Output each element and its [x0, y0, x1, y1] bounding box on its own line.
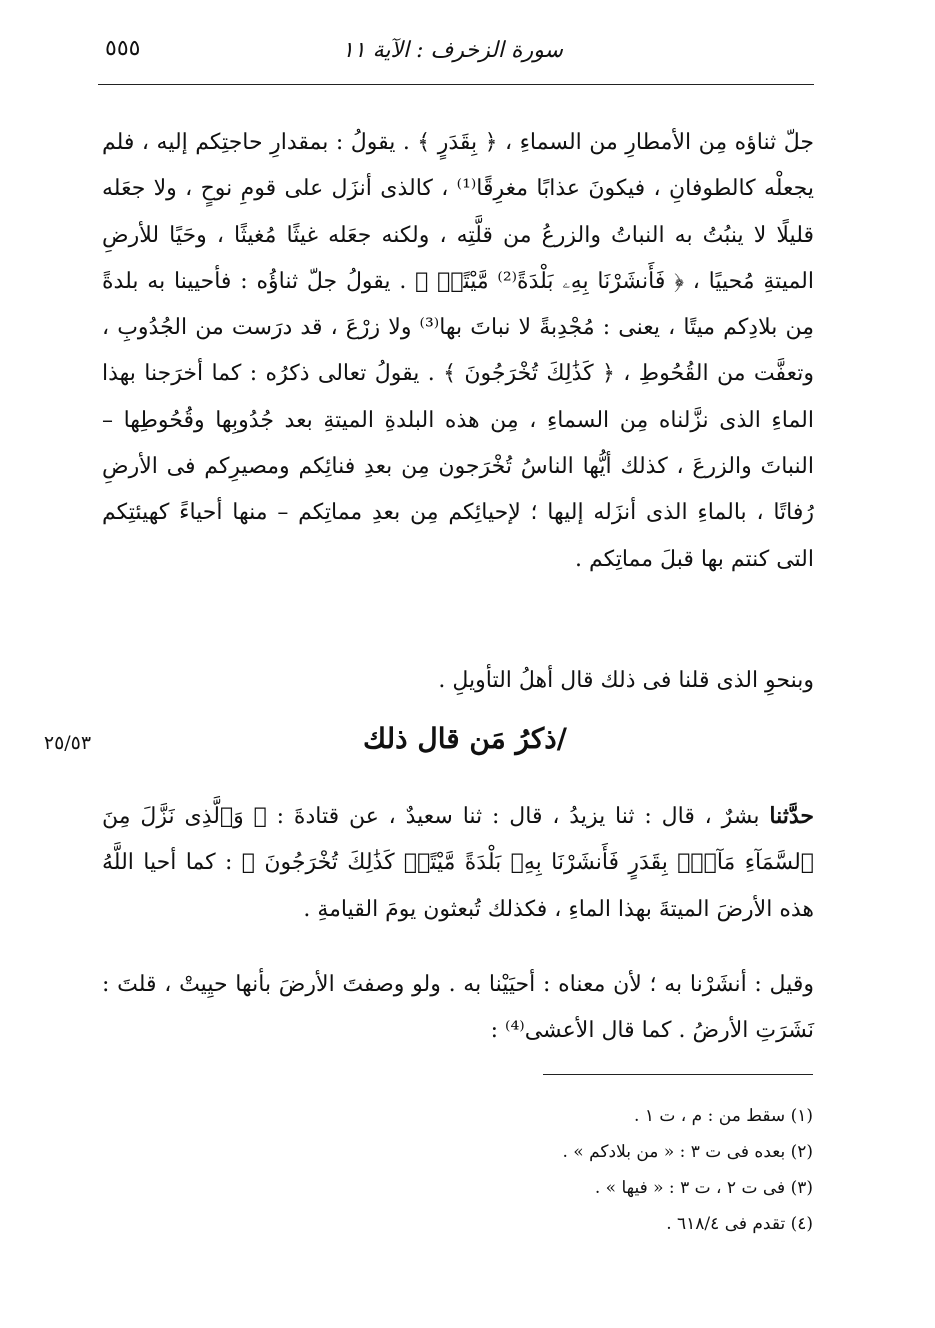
running-title: سورة الزخرف : الآية ١١	[341, 38, 563, 63]
footnote-4: (٤) تقدم فى ٦١٨/٤ .	[666, 1214, 813, 1234]
paragraph-interpreters-note: وبنحوِ الذى قلنا فى ذلك قال أهلُ التأويلِ .	[438, 668, 814, 693]
narration-lead-word: حدَّثنا	[769, 803, 815, 829]
page-header	[95, 30, 813, 80]
footnote-2: (٢) بعده فى ت ٣ : « من بلادكم » .	[562, 1142, 813, 1162]
page-number: ٥٥٥	[105, 36, 141, 61]
footnote-rule	[543, 1074, 813, 1075]
margin-volume-reference: ٢٥/٥٣	[43, 732, 92, 754]
paragraph-linguistic-note: وقيل : أنشَرْنا به ؛ لأن معناه : أحيَيْنا به . ولو وصفتَ الأرضَ بأنها حيِيتْ ، قلتَ : نَشَرَتِ الأرضُ . كما قال الأعشى⁽⁴⁾ :	[102, 972, 814, 1044]
footnote-1: (١) سقط من : م ، ت ١ .	[634, 1106, 813, 1126]
paragraph-tafsir-main: جلّ ثناؤه مِن الأمطارِ من السماءِ ، ﴿ بِقَدَرٍ ﴾ . يقولُ : بمقدارِ حاجتِكم إليه ، فلم يجعلْه كالطوفانِ ، فيكونَ عذابًا مغرِقًا⁽¹⁾ ، كالذى أنزَل على قومِ نوحٍ ، ولا جعَله قليلًا لا ينبُتُ به النباتُ والزرعُ من قلَّتِه ، ولكنه جعَله غيثًا مُغيثًا ، وحَيًا للأرضِ الميتةِ مُحييًا ، ﴿ فَأَنشَرْنَا بِهِۦ بَلْدَةً⁽²⁾ مَّيْتًاۚ ﴾ . يقولُ جلّ ثناؤُه : فأحيينا به بلدةً مِن بلادِكم ميتًا ، يعنى : مُجْدِبةً لا نباتَ بها⁽³⁾ ولا زرْعَ ، قد درَست من الجُدُوبِ ، وتعفَّت من القُحُوطِ ، ﴿ كَذَٰلِكَ تُخْرَجُونَ ﴾ . يقولُ تعالى ذكرُه : كما أخرَجنا بهذا الماءِ الذى نزَّلناه مِن السماءِ ، مِن هذه البلدةِ الميتةِ بعد جُدُوبِها وقُحُوطِها – النباتَ والزرعَ ، كذلك أيُّها الناسُ تُخْرَجون مِن بعدِ فنائِكم ومصيرِكم فى الأرضِ رُفاتًا ، بالماءِ الذى أنزَله إليها ؛ لإحيائِكم مِن بعدِ مماتِكم – منها أحياءً كهيئتِكم التى كنتم بها قبلَ مماتِكم .	[102, 130, 814, 572]
paragraph-narration	[102, 793, 814, 933]
footnotes	[213, 1098, 813, 1242]
narration-text: بشرٌ ، قال : ثنا يزيدُ ، قال : ثنا سعيدٌ ، عن قتادةَ : ﴿ وَٱلَّذِى نَزَّلَ مِنَ ٱلسَّمَآءِ مَآءًۢ بِقَدَرٍ فَأَنشَرْنَا بِهِۦ بَلْدَةً مَّيْتًاۚ كَذَٰلِكَ تُخْرَجُونَ ﴾ : كما أحيا اللَّهُ هذه الأرضَ الميتةَ بهذا الماءِ ، فكذلك تُبعثون يومَ القيامةِ .	[102, 804, 814, 922]
header-rule	[98, 84, 814, 85]
footnote-3: (٣) فى ت ٢ ، ت ٣ : « فيها » .	[594, 1178, 813, 1198]
section-heading: /ذكرُ مَن قال ذلك	[363, 722, 567, 755]
